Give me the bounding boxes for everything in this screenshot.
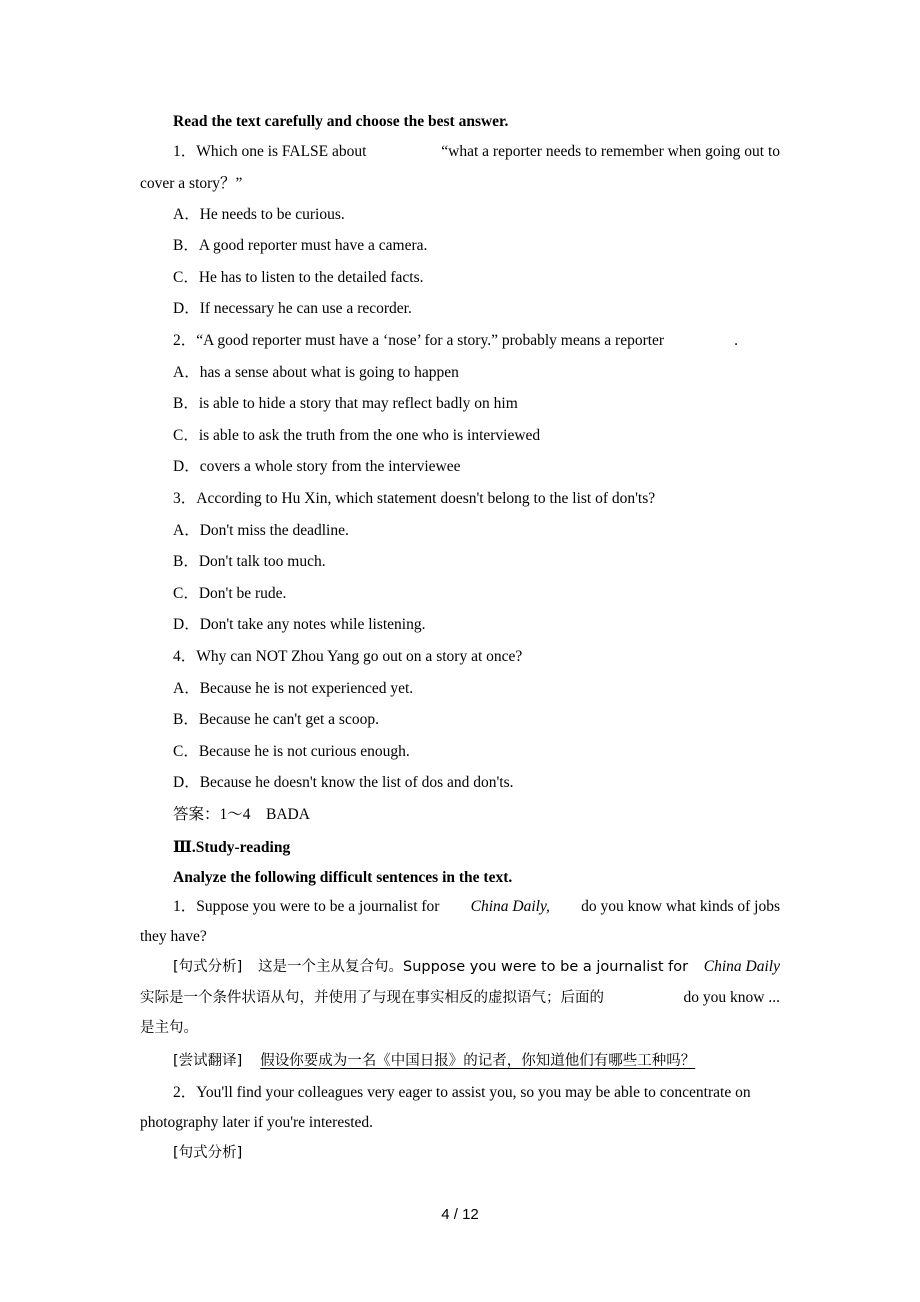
sentence-2-line-1: 2．You'll find your colleagues very eager to assist you, so you may be able to concentrate on bbox=[173, 1084, 751, 1101]
page-number: 4 / 12 bbox=[441, 1206, 479, 1223]
analysis-1-line-1 bbox=[173, 957, 780, 977]
translation-text: 假设你要成为一名《中国日报》的记者，你知道他们有哪些工种吗？ bbox=[260, 1053, 696, 1069]
analysis-1-line-3: 是主句。 bbox=[140, 1020, 198, 1036]
question-1-option-a: A．He needs to be curious. bbox=[173, 206, 345, 223]
sentence-1-line-2: they have? bbox=[140, 928, 207, 945]
question-3-option-a: A．Don't miss the deadline. bbox=[173, 522, 349, 539]
question-1-option-b: B．A good reporter must have a camera. bbox=[173, 237, 428, 254]
question-2-period: . bbox=[734, 332, 738, 349]
question-2-option-b: B．is able to hide a story that may reflect badly on him bbox=[173, 395, 518, 412]
analysis-label: [句式分析] bbox=[173, 959, 243, 975]
question-3-option-d: D．Don't take any notes while listening. bbox=[173, 616, 426, 633]
question-3-stem: 3．According to Hu Xin, which statement doesn't belong to the list of don'ts? bbox=[173, 490, 656, 507]
question-2-option-d: D．covers a whole story from the interviewee bbox=[173, 458, 461, 475]
analysis-1-italic: China Daily bbox=[703, 958, 780, 975]
sentence-1-italic: China Daily, bbox=[470, 898, 550, 915]
question-1-option-c: C．He has to listen to the detailed facts. bbox=[173, 269, 424, 286]
translation-label: [尝试翻译] bbox=[173, 1053, 243, 1069]
question-2-text: 2．“A good reporter must have a ‘nose’ for a story.” probably means a reporter bbox=[173, 332, 665, 349]
analysis-1-line-2-code: do you know ... bbox=[683, 989, 780, 1006]
question-2-stem bbox=[173, 331, 738, 351]
question-1-line-1 bbox=[173, 142, 780, 162]
question-1-line-2: cover a story？” bbox=[140, 175, 243, 192]
sentence-2-line-2: photography later if you're interested. bbox=[140, 1114, 374, 1131]
question-4-stem: 4．Why can NOT Zhou Yang go out on a story at once? bbox=[173, 648, 523, 665]
question-3-option-c: C．Don't be rude. bbox=[173, 585, 287, 602]
sentence-1-line-1 bbox=[173, 897, 780, 917]
analysis-1-line-2-text: 实际是一个条件状语从句，并使用了与现在事实相反的虚拟语气；后面的 bbox=[140, 990, 604, 1006]
instruction-heading: Read the text carefully and choose the best answer. bbox=[173, 113, 509, 130]
question-4-option-b: B．Because he can't get a scoop. bbox=[173, 711, 379, 728]
sentence-1-text-b: do you know what kinds of jobs bbox=[581, 898, 780, 915]
question-1-text-b: “what a reporter needs to remember when going out to bbox=[441, 143, 780, 160]
question-3-option-b: B．Don't talk too much. bbox=[173, 553, 326, 570]
question-2-option-a: A．has a sense about what is going to happen bbox=[173, 364, 459, 381]
section-instruction: Analyze the following difficult sentences in the text. bbox=[173, 869, 513, 886]
question-4-option-c: C．Because he is not curious enough. bbox=[173, 743, 410, 760]
section-heading: Ⅲ.Study-reading bbox=[173, 839, 291, 856]
analysis-1-line-2 bbox=[140, 988, 780, 1008]
question-4-option-a: A．Because he is not experienced yet. bbox=[173, 680, 414, 697]
question-1-text-a: 1．Which one is FALSE about bbox=[173, 143, 367, 160]
sentence-1-text-a: 1．Suppose you were to be a journalist for bbox=[173, 898, 440, 915]
analysis-1-text: 这是一个主从复合句。Suppose you were to be a journalist for bbox=[258, 959, 689, 975]
answer-key: 答案：1～4 BADA bbox=[173, 806, 310, 823]
analysis-2-label: [句式分析] bbox=[173, 1145, 243, 1161]
question-4-option-d: D．Because he doesn't know the list of dos and don'ts. bbox=[173, 774, 514, 791]
translation-row bbox=[173, 1051, 695, 1071]
question-1-option-d: D．If necessary he can use a recorder. bbox=[173, 300, 412, 317]
question-2-option-c: C．is able to ask the truth from the one who is interviewed bbox=[173, 427, 541, 444]
